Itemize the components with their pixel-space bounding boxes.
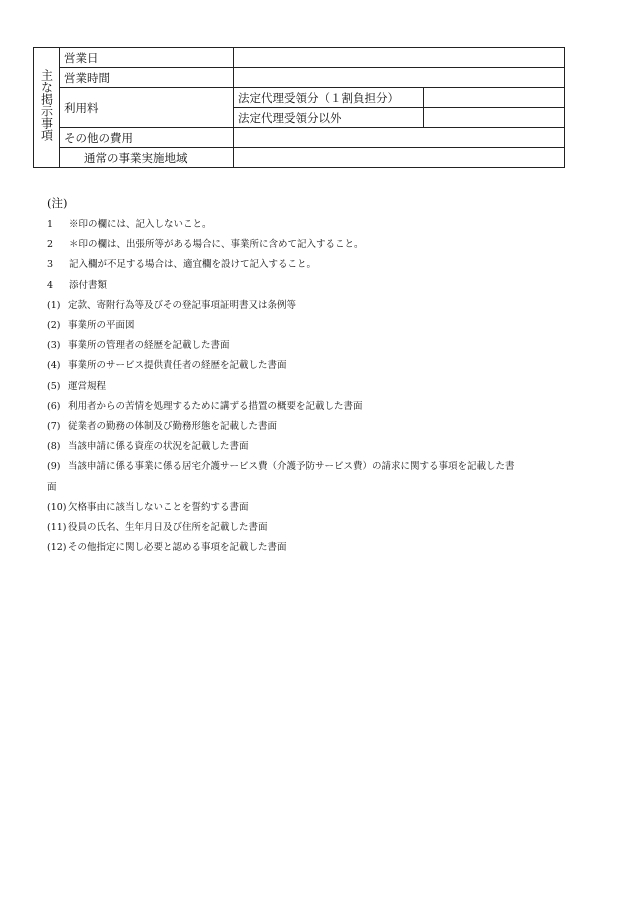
attachment-text: 面 — [47, 481, 57, 493]
usage-fee-sub2-field[interactable] — [424, 108, 565, 128]
attachment-item — [47, 457, 587, 477]
attachment-item — [47, 336, 587, 356]
vertical-header-label: 主な掲示事項 — [39, 69, 54, 141]
attachment-item — [47, 538, 587, 558]
other-costs-label: その他の費用 — [60, 128, 234, 148]
attachment-number: (5) — [47, 380, 61, 392]
attachment-item — [47, 296, 587, 316]
attachment-text: 従業者の勤務の体制及び勤務形態を記載した書面 — [68, 421, 278, 433]
table-row — [34, 88, 565, 108]
attachment-number: (2) — [47, 320, 61, 332]
attachment-item-continuation — [47, 478, 587, 498]
business-days-field[interactable] — [234, 48, 565, 68]
attachment-number: (4) — [47, 360, 61, 372]
attachment-item — [47, 417, 587, 437]
attachment-item — [47, 498, 587, 518]
note-text: ＊印の欄は、出張所等がある場合に、事業所に含めて記入すること。 — [69, 239, 364, 251]
note-item — [47, 215, 587, 235]
attachment-item — [47, 437, 587, 457]
business-hours-field[interactable] — [234, 68, 565, 88]
business-days-label: 営業日 — [60, 48, 234, 68]
attachment-number: (12) — [47, 542, 67, 554]
note-number: 4 — [47, 279, 54, 291]
note-text: ※印の欄には、記入しないこと。 — [69, 219, 212, 230]
note-item — [47, 255, 587, 275]
attachment-number: (9) — [47, 461, 61, 473]
notes-title: (注) — [47, 196, 68, 210]
attachment-number: (3) — [47, 340, 61, 352]
attachment-number: (6) — [47, 400, 61, 412]
attachment-text: 当該申請に係る事業に係る居宅介護サービス費（介護予防サービス費）の請求に関する事項を記載した書 — [68, 461, 515, 473]
attachment-number: (11) — [47, 522, 67, 534]
vertical-header-cell — [34, 48, 60, 168]
table-row — [34, 148, 565, 168]
attachment-number: (10) — [47, 501, 67, 513]
note-text: 添付書類 — [69, 279, 108, 291]
attachment-text: 役員の氏名、生年月日及び住所を記載した書面 — [68, 522, 268, 534]
usage-fee-label: 利用料 — [60, 88, 234, 128]
table-row — [34, 68, 565, 88]
note-number: 1 — [47, 219, 54, 230]
table-row — [34, 128, 565, 148]
note-item — [47, 235, 587, 255]
attachment-text: 運営規程 — [68, 380, 107, 392]
attachment-text: 当該申請に係る資産の状況を記載した書面 — [68, 441, 249, 453]
attachment-item — [47, 518, 587, 538]
note-item — [47, 276, 587, 296]
attachment-item — [47, 356, 587, 376]
attachment-number: (8) — [47, 441, 61, 453]
posting-items-table — [33, 47, 565, 168]
other-costs-field[interactable] — [234, 128, 565, 148]
attachment-text: 事業所の管理者の経歴を記載した書面 — [68, 340, 230, 352]
service-area-label: 通常の事業実施地域 — [60, 148, 234, 168]
attachment-text: 事業所の平面図 — [68, 320, 135, 332]
note-number: 3 — [47, 259, 54, 271]
service-area-field[interactable] — [234, 148, 565, 168]
usage-fee-sub2-label: 法定代理受領分以外 — [234, 108, 424, 128]
attachment-number: (7) — [47, 421, 61, 433]
attachment-text: 利用者からの苦情を処理するために講ずる措置の概要を記載した書面 — [68, 400, 363, 412]
table-row — [34, 48, 565, 68]
attachment-number: (1) — [47, 299, 61, 311]
attachment-text: 事業所のサービス提供責任者の経歴を記載した書面 — [68, 360, 287, 372]
attachment-text: 定款、寄附行為等及びその登記事項証明書又は条例等 — [68, 299, 297, 311]
notes-section — [47, 193, 587, 558]
note-text: 記入欄が不足する場合は、適宜欄を設けて記入すること。 — [69, 259, 317, 271]
usage-fee-sub1-label: 法定代理受領分（１割負担分） — [234, 88, 424, 108]
usage-fee-sub1-field[interactable] — [424, 88, 565, 108]
attachment-item — [47, 397, 587, 417]
business-hours-label: 営業時間 — [60, 68, 234, 88]
attachment-text: 欠格事由に該当しないことを誓約する書面 — [68, 501, 249, 513]
attachment-item — [47, 316, 587, 336]
attachment-item — [47, 377, 587, 397]
attachment-text: その他指定に関し必要と認める事項を記載した書面 — [68, 542, 287, 554]
note-number: 2 — [47, 239, 54, 251]
